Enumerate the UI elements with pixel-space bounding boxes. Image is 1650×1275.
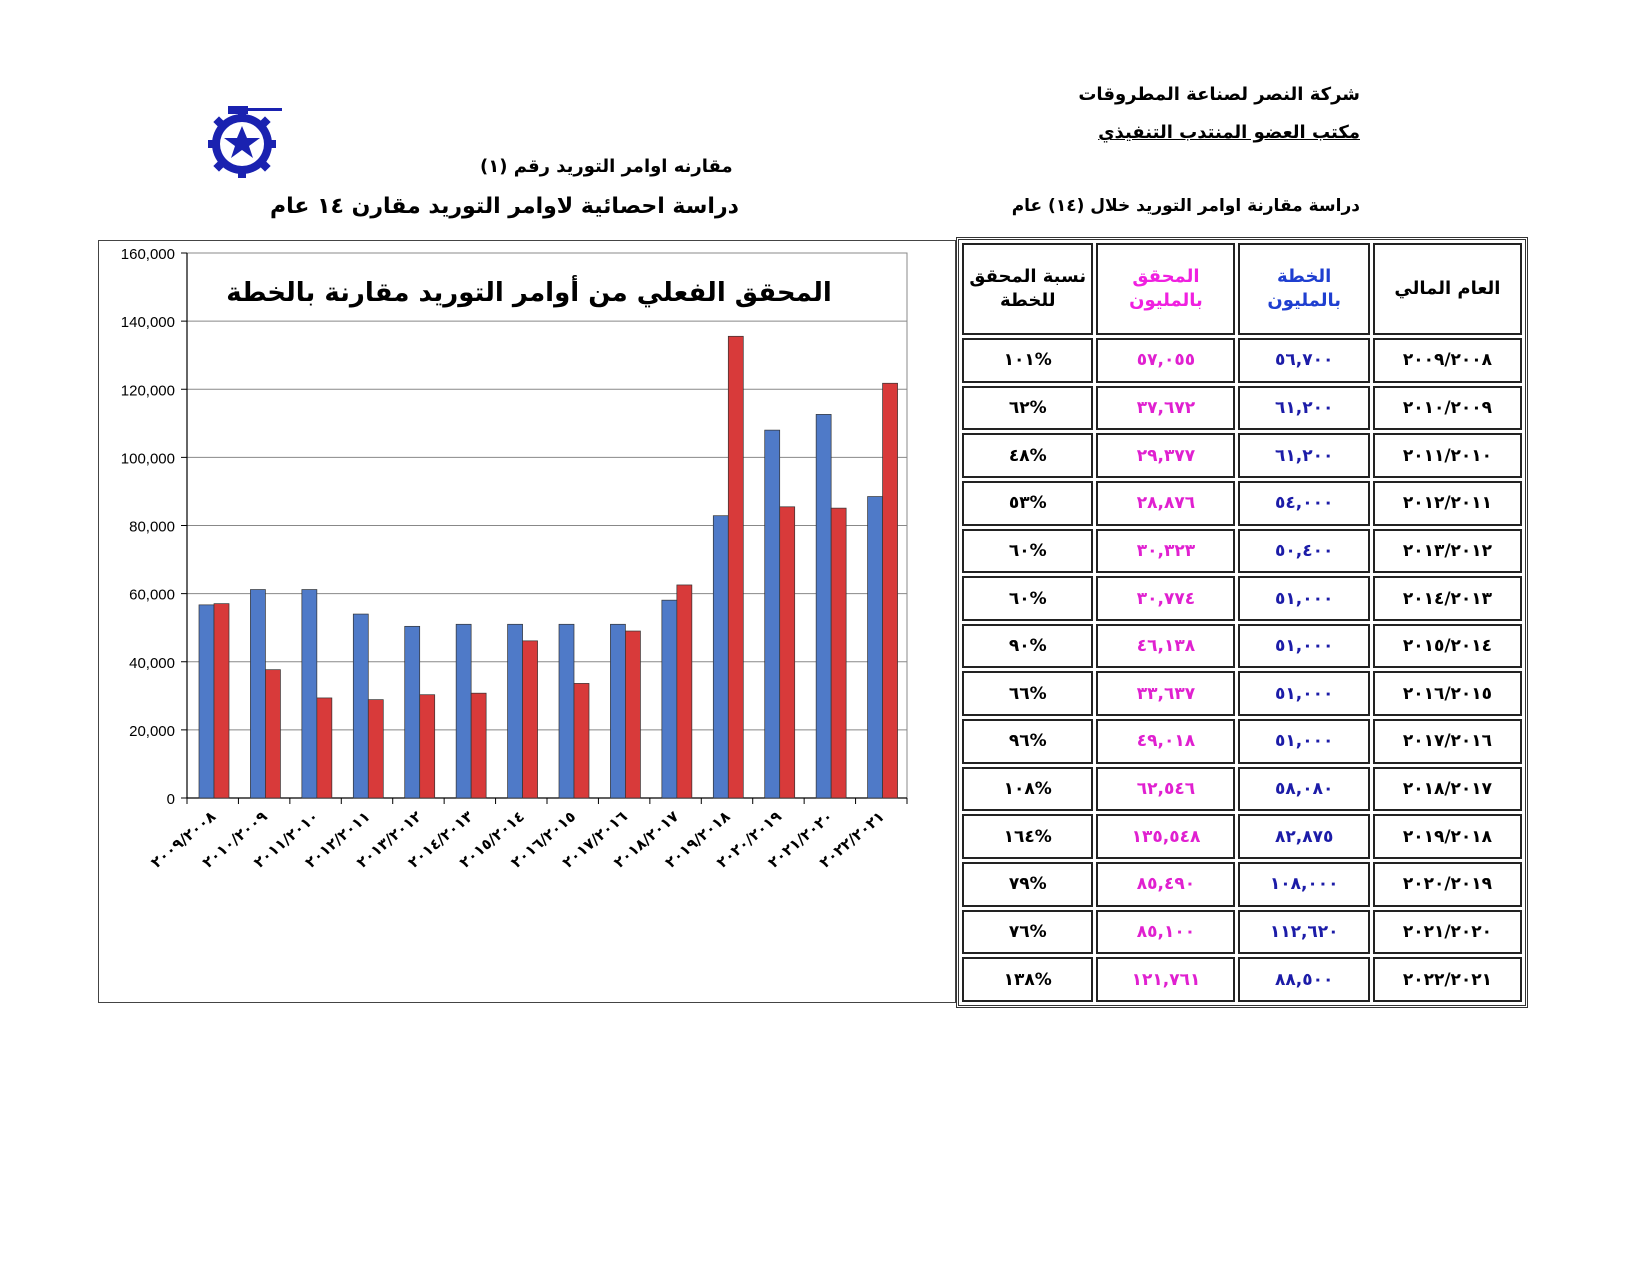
company-logo bbox=[200, 100, 290, 180]
y-tick-label: 100,000 bbox=[120, 450, 175, 468]
y-tick-label: 80,000 bbox=[129, 518, 175, 536]
table-row bbox=[962, 767, 1522, 812]
bar-actual bbox=[471, 693, 486, 798]
cell-year: ٢٠١٤/٢٠١٣ bbox=[1373, 576, 1522, 621]
x-tick-label: ٢٠١٥/٢٠١٤ bbox=[455, 807, 528, 872]
bar-plan bbox=[199, 605, 214, 798]
cell-actual: ٦٢,٥٤٦ bbox=[1096, 767, 1235, 812]
cell-percent: %١٦٤ bbox=[962, 814, 1093, 859]
chart-heading: دراسة احصائية لاوامر التوريد مقارن ١٤ عام bbox=[270, 194, 739, 219]
cell-actual: ١٢١,٧٦١ bbox=[1096, 957, 1235, 1002]
cell-percent: %٧٩ bbox=[962, 862, 1093, 907]
x-tick-label: ٢٠١٣/٢٠١٢ bbox=[353, 807, 425, 872]
bar-actual bbox=[574, 683, 589, 798]
bar-plan bbox=[508, 624, 523, 798]
cell-plan: ١١٢,٦٢٠ bbox=[1238, 910, 1369, 955]
bar-chart bbox=[99, 241, 957, 1004]
cell-actual: ٣٣,٦٣٧ bbox=[1096, 671, 1235, 716]
x-tick-label: ٢٠١٤/٢٠١٣ bbox=[404, 807, 477, 872]
cell-actual: ٢٨,٨٧٦ bbox=[1096, 481, 1235, 526]
bar-plan bbox=[713, 516, 728, 798]
x-tick-label: ٢٠٠٩/٢٠٠٨ bbox=[147, 807, 220, 872]
table-row bbox=[962, 529, 1522, 574]
table-row bbox=[962, 719, 1522, 764]
y-tick-label: 20,000 bbox=[129, 722, 175, 740]
cell-actual: ٨٥,٤٩٠ bbox=[1096, 862, 1235, 907]
y-tick-label: 40,000 bbox=[129, 654, 175, 672]
y-tick-label: 140,000 bbox=[120, 314, 175, 332]
cell-plan: ٥١,٠٠٠ bbox=[1238, 671, 1369, 716]
x-tick-label: ٢٠١٨/٢٠١٧ bbox=[610, 807, 683, 872]
header-plan: الخطة بالمليون bbox=[1238, 243, 1369, 335]
cell-plan: ٥١,٠٠٠ bbox=[1238, 624, 1369, 669]
x-tick-label: ٢٠١٧/٢٠١٦ bbox=[558, 807, 631, 872]
cell-actual: ٤٦,١٣٨ bbox=[1096, 624, 1235, 669]
table-row bbox=[962, 386, 1522, 431]
bar-actual bbox=[625, 631, 640, 798]
cell-actual: ٣٠,٣٢٣ bbox=[1096, 529, 1235, 574]
cell-plan: ٨٨,٥٠٠ bbox=[1238, 957, 1369, 1002]
cell-year: ٢٠٢٠/٢٠١٩ bbox=[1373, 862, 1522, 907]
bar-actual bbox=[831, 508, 846, 798]
x-tick-label: ٢٠١١/٢٠١٠ bbox=[250, 807, 323, 872]
bar-plan bbox=[250, 590, 265, 798]
cell-year: ٢٠١٠/٢٠٠٩ bbox=[1373, 386, 1522, 431]
cell-percent: %٩٠ bbox=[962, 624, 1093, 669]
table-row bbox=[962, 671, 1522, 716]
y-tick-label: 120,000 bbox=[120, 382, 175, 400]
x-tick-label: ٢٠٢٠/٢٠١٩ bbox=[713, 807, 785, 872]
header-percent: نسبة المحقق للخطة bbox=[962, 243, 1093, 335]
y-tick-label: 60,000 bbox=[129, 586, 175, 604]
header-actual: المحقق بالمليون bbox=[1096, 243, 1235, 335]
bar-actual bbox=[214, 604, 229, 798]
bar-plan bbox=[868, 497, 883, 798]
bar-plan bbox=[353, 614, 368, 798]
table-title: دراسة مقارنة اوامر التوريد خلال (١٤) عام bbox=[1011, 196, 1360, 216]
cell-plan: ٨٢,٨٧٥ bbox=[1238, 814, 1369, 859]
bar-plan bbox=[610, 624, 625, 798]
bar-plan bbox=[765, 430, 780, 798]
cell-percent: %١٠١ bbox=[962, 338, 1093, 383]
header-year: العام المالي bbox=[1373, 243, 1522, 335]
cell-plan: ٥٨,٠٨٠ bbox=[1238, 767, 1369, 812]
x-tick-label: ٢٠١٩/٢٠١٨ bbox=[661, 807, 734, 872]
cell-year: ٢٠١٦/٢٠١٥ bbox=[1373, 671, 1522, 716]
cell-percent: %٩٦ bbox=[962, 719, 1093, 764]
table-row bbox=[962, 576, 1522, 621]
x-tick-label: ٢٠١٠/٢٠٠٩ bbox=[198, 807, 271, 872]
bar-actual bbox=[317, 698, 332, 798]
cell-actual: ٤٩,٠١٨ bbox=[1096, 719, 1235, 764]
table-row bbox=[962, 862, 1522, 907]
bar-actual bbox=[728, 336, 743, 798]
cell-actual: ٣٧,٦٧٢ bbox=[1096, 386, 1235, 431]
cell-percent: %٤٨ bbox=[962, 433, 1093, 478]
bar-actual bbox=[265, 670, 280, 798]
cell-percent: %٦٠ bbox=[962, 529, 1093, 574]
order-number: مقارنه اوامر التوريد رقم (١) bbox=[480, 156, 733, 177]
table-row bbox=[962, 910, 1522, 955]
cell-percent: %٦٠ bbox=[962, 576, 1093, 621]
x-tick-label: ٢٠٢٢/٢٠٢١ bbox=[815, 807, 888, 872]
bar-actual bbox=[420, 695, 435, 798]
table-row bbox=[962, 957, 1522, 1002]
cell-plan: ٥١,٠٠٠ bbox=[1238, 576, 1369, 621]
x-tick-label: ٢٠١٦/٢٠١٥ bbox=[507, 807, 580, 872]
cell-plan: ٥٤,٠٠٠ bbox=[1238, 481, 1369, 526]
cell-actual: ٥٧,٠٥٥ bbox=[1096, 338, 1235, 383]
cell-plan: ٥٠,٤٠٠ bbox=[1238, 529, 1369, 574]
cell-year: ٢٠١٩/٢٠١٨ bbox=[1373, 814, 1522, 859]
office-name: مكتب العضو المنتدب التنفيذي bbox=[1098, 122, 1360, 143]
bar-actual bbox=[677, 585, 692, 798]
cell-year: ٢٠١١/٢٠١٠ bbox=[1373, 433, 1522, 478]
y-tick-label: 0 bbox=[166, 791, 175, 808]
cell-plan: ٥١,٠٠٠ bbox=[1238, 719, 1369, 764]
cell-percent: %٥٣ bbox=[962, 481, 1093, 526]
cell-actual: ٨٥,١٠٠ bbox=[1096, 910, 1235, 955]
cell-year: ٢٠٠٩/٢٠٠٨ bbox=[1373, 338, 1522, 383]
data-table bbox=[956, 237, 1528, 1008]
cell-percent: %٦٢ bbox=[962, 386, 1093, 431]
cell-plan: ٦١,٢٠٠ bbox=[1238, 386, 1369, 431]
x-tick-label: ٢٠١٢/٢٠١١ bbox=[301, 807, 374, 872]
y-tick-label: 160,000 bbox=[120, 246, 175, 263]
bar-actual bbox=[523, 641, 538, 798]
bar-actual bbox=[883, 383, 898, 798]
table-row bbox=[962, 624, 1522, 669]
cell-percent: %١٠٨ bbox=[962, 767, 1093, 812]
cell-year: ٢٠١٥/٢٠١٤ bbox=[1373, 624, 1522, 669]
bar-actual bbox=[780, 507, 795, 798]
cell-percent: %٧٦ bbox=[962, 910, 1093, 955]
chart-area bbox=[98, 240, 956, 1003]
table-row bbox=[962, 814, 1522, 859]
bar-plan bbox=[816, 414, 831, 798]
cell-plan: ١٠٨,٠٠٠ bbox=[1238, 862, 1369, 907]
cell-year: ٢٠١٣/٢٠١٢ bbox=[1373, 529, 1522, 574]
cell-year: ٢٠١٨/٢٠١٧ bbox=[1373, 767, 1522, 812]
bar-plan bbox=[662, 600, 677, 798]
table-row bbox=[962, 433, 1522, 478]
cell-year: ٢٠٢١/٢٠٢٠ bbox=[1373, 910, 1522, 955]
company-name: شركة النصر لصناعة المطروقات bbox=[1078, 84, 1360, 105]
bar-plan bbox=[559, 624, 574, 798]
cell-actual: ٣٠,٧٧٤ bbox=[1096, 576, 1235, 621]
cell-plan: ٥٦,٧٠٠ bbox=[1238, 338, 1369, 383]
chart-title: المحقق الفعلي من أوامر التوريد مقارنة بالخطة bbox=[226, 278, 832, 308]
cell-year: ٢٠١٧/٢٠١٦ bbox=[1373, 719, 1522, 764]
bar-plan bbox=[456, 624, 471, 798]
x-tick-label: ٢٠٢١/٢٠٢٠ bbox=[764, 807, 837, 872]
cell-year: ٢٠١٢/٢٠١١ bbox=[1373, 481, 1522, 526]
cell-percent: %٦٦ bbox=[962, 671, 1093, 716]
cell-percent: %١٣٨ bbox=[962, 957, 1093, 1002]
cell-actual: ١٣٥,٥٤٨ bbox=[1096, 814, 1235, 859]
bar-actual bbox=[368, 700, 383, 798]
table-row bbox=[962, 338, 1522, 383]
cell-actual: ٢٩,٣٧٧ bbox=[1096, 433, 1235, 478]
bar-plan bbox=[302, 590, 317, 798]
cell-year: ٢٠٢٢/٢٠٢١ bbox=[1373, 957, 1522, 1002]
table-header-row bbox=[962, 243, 1522, 335]
table-row bbox=[962, 481, 1522, 526]
bar-plan bbox=[405, 626, 420, 798]
cell-plan: ٦١,٢٠٠ bbox=[1238, 433, 1369, 478]
